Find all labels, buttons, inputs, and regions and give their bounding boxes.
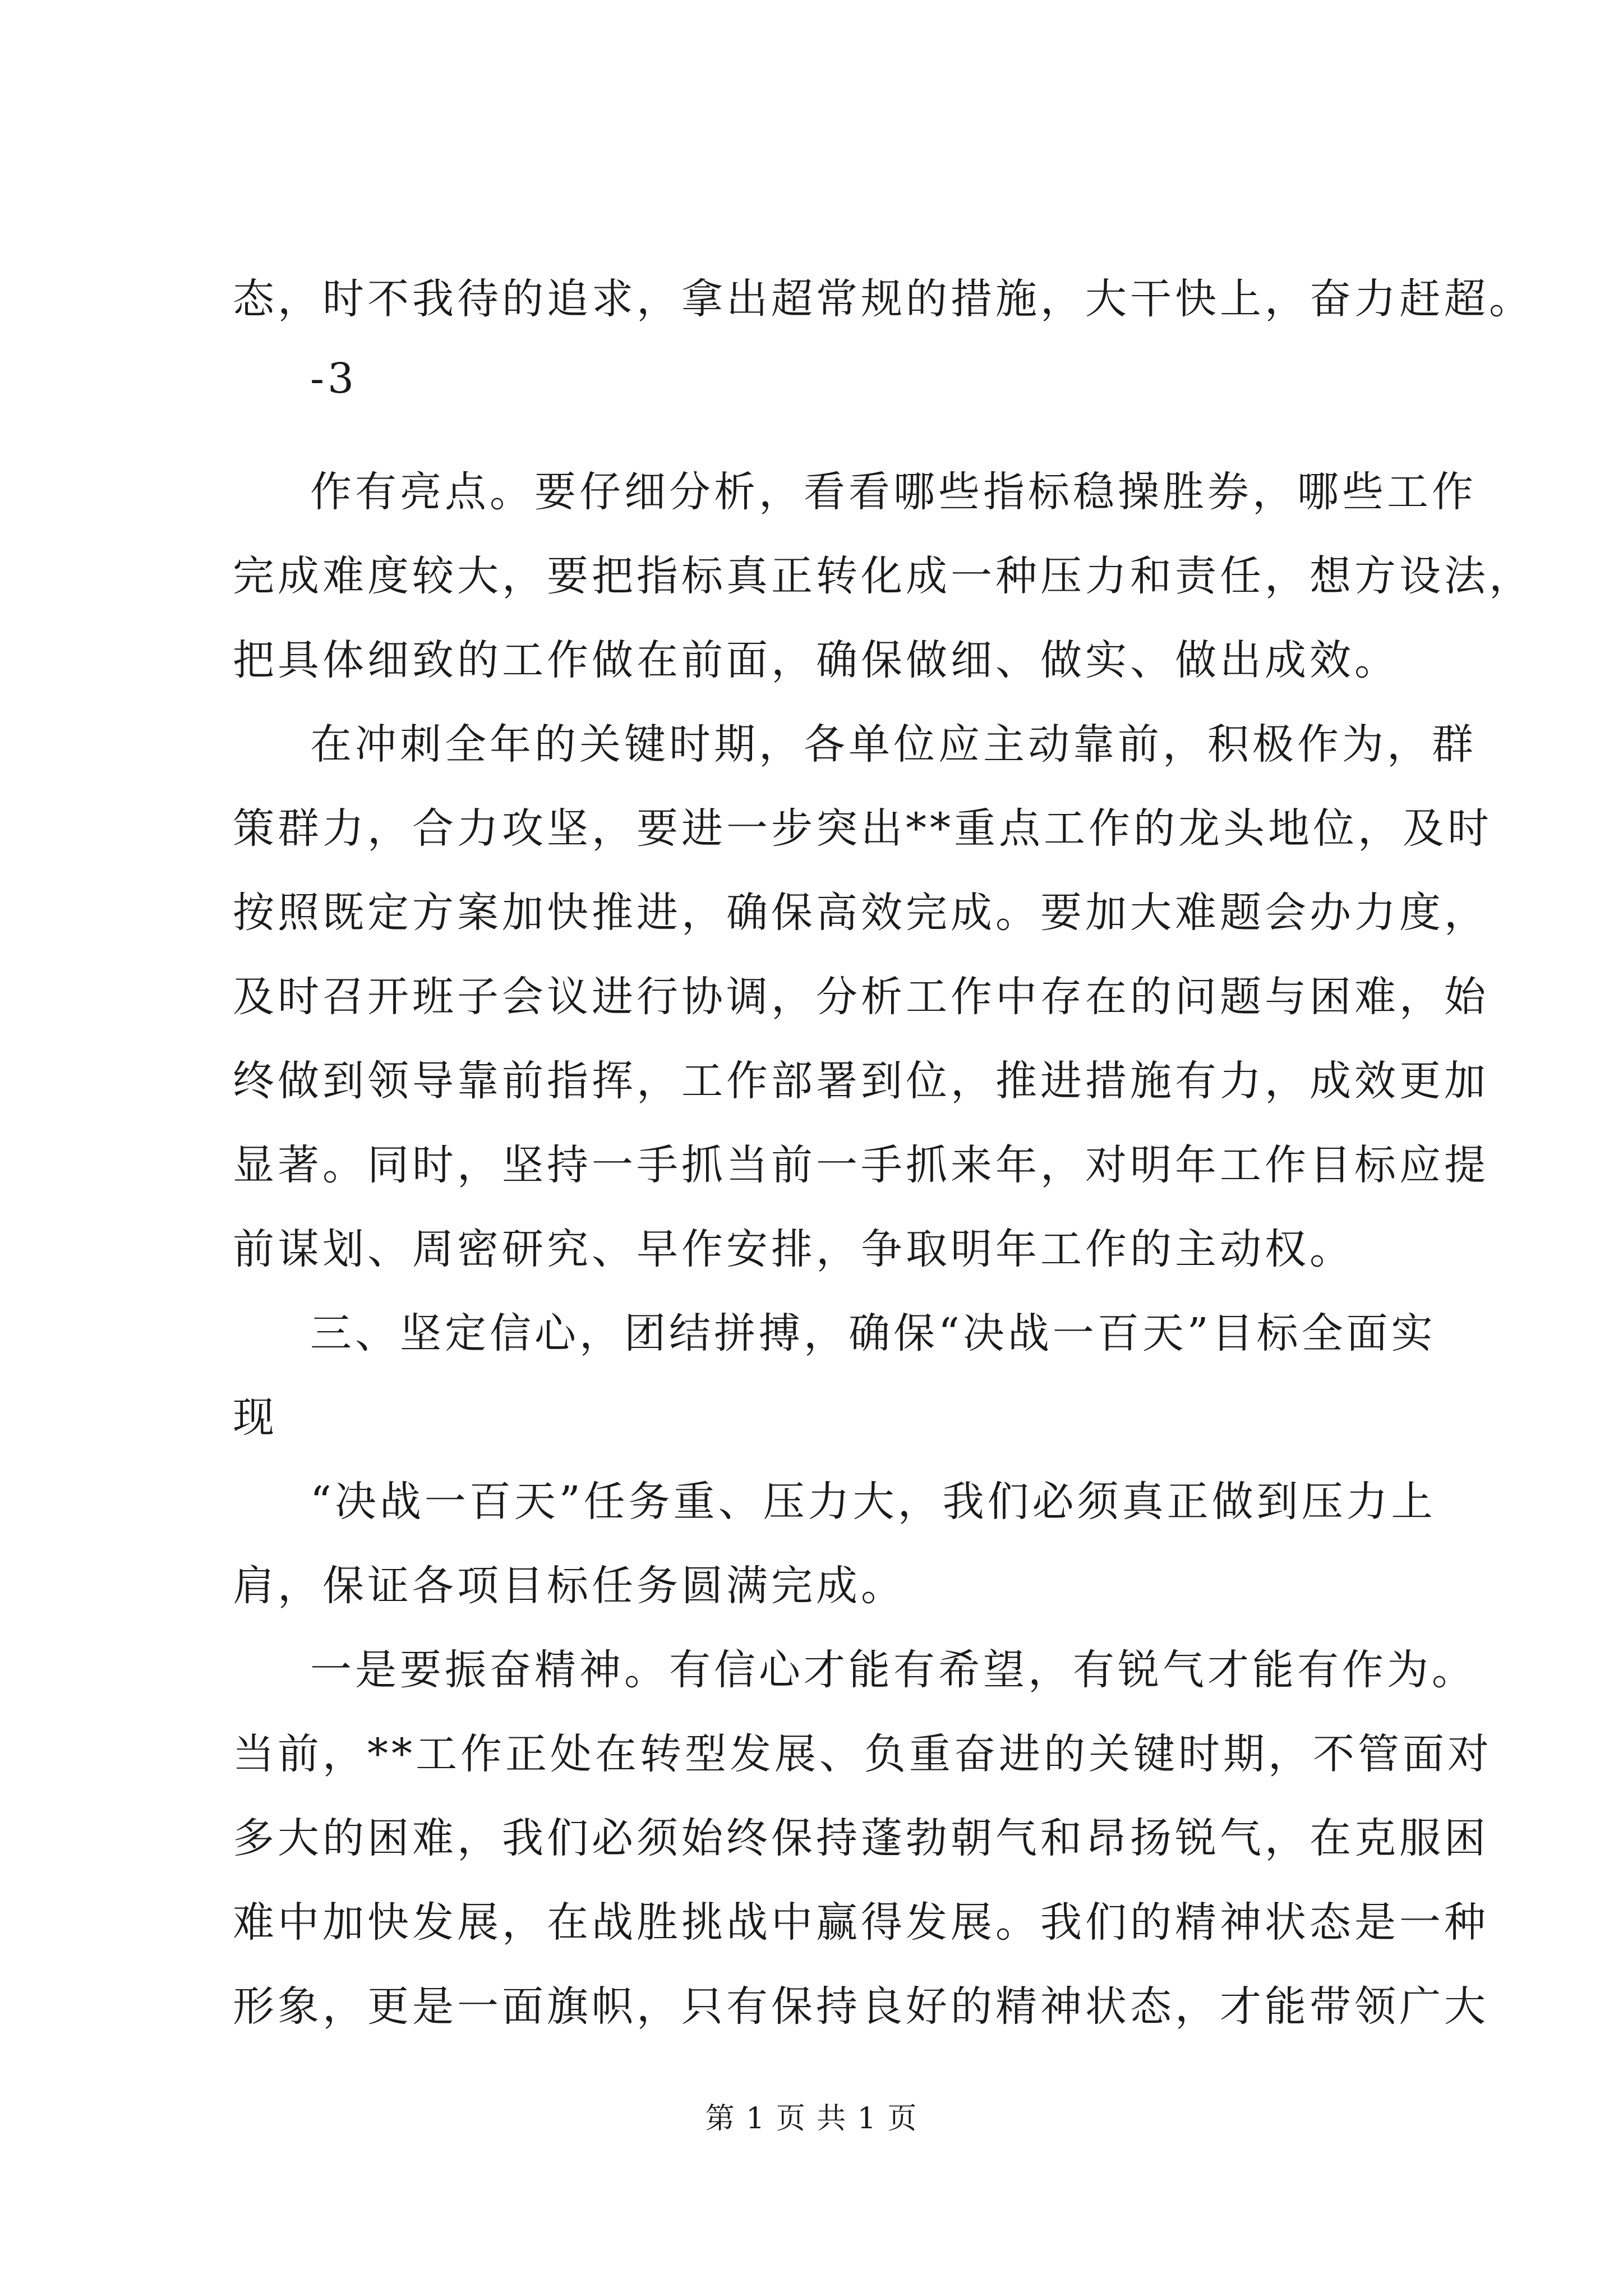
text-line-3: 作有亮点。要仔细分析，看看哪些指标稳操胜券，哪些工作 [310,468,1477,516]
page-number-marker: -3 [310,355,358,403]
text-line-15: “决战一百天”任务重、压力大，我们必须真正做到压力上 [310,1478,1436,1526]
text-line-11: 显著。同时，坚持一手抓当前一手抓来年，对明年工作目标应提 [233,1141,1489,1189]
text-line-1: 态，时不我待的追求，拿出超常规的措施，大干快上，奋力赶超。 [233,275,1534,323]
text-line-9: 及时召开班子会议进行协调，分析工作中存在的问题与困难，始 [233,973,1489,1021]
text-line-17: 一是要振奋精神。有信心才能有希望，有锐气才能有作为。 [310,1646,1477,1694]
text-line-18: 当前，**工作正处在转型发展、负重奋进的关键时期，不管面对 [233,1730,1492,1778]
text-line-19: 多大的困难，我们必须始终保持蓬勃朝气和昂扬锐气，在克服困 [233,1814,1489,1862]
text-line-20: 难中加快发展，在战胜挑战中赢得发展。我们的精神状态是一种 [233,1898,1489,1947]
text-line-7: 策群力，合力攻坚，要进一步突出**重点工作的龙头地位，及时 [233,804,1492,853]
section-heading: 三、坚定信心，团结拼搏，确保“决战一百天”目标全面实 [310,1309,1436,1358]
text-line-6: 在冲刺全年的关键时期，各单位应主动靠前，积极作为，群 [310,720,1477,769]
page-footer: 第 1 页 共 1 页 [705,2102,918,2136]
text-line-4: 完成难度较大，要把指标真正转化成一种压力和责任，想方设法， [233,552,1534,600]
section-heading-continued: 现 [233,1393,278,1442]
text-line-8: 按照既定方案加快推进，确保高效完成。要加大难题会办力度， [233,889,1489,937]
text-line-12: 前谋划、周密研究、早作安排，争取明年工作的主动权。 [233,1225,1354,1273]
text-line-16: 肩，保证各项目标任务圆满完成。 [233,1562,906,1610]
text-line-5: 把具体细致的工作做在前面，确保做细、做实、做出成效。 [233,636,1399,684]
text-line-10: 终做到领导靠前指挥，工作部署到位，推进措施有力，成效更加 [233,1057,1489,1105]
text-line-21: 形象，更是一面旗帜，只有保持良好的精神状态，才能带领广大 [233,1982,1489,2031]
